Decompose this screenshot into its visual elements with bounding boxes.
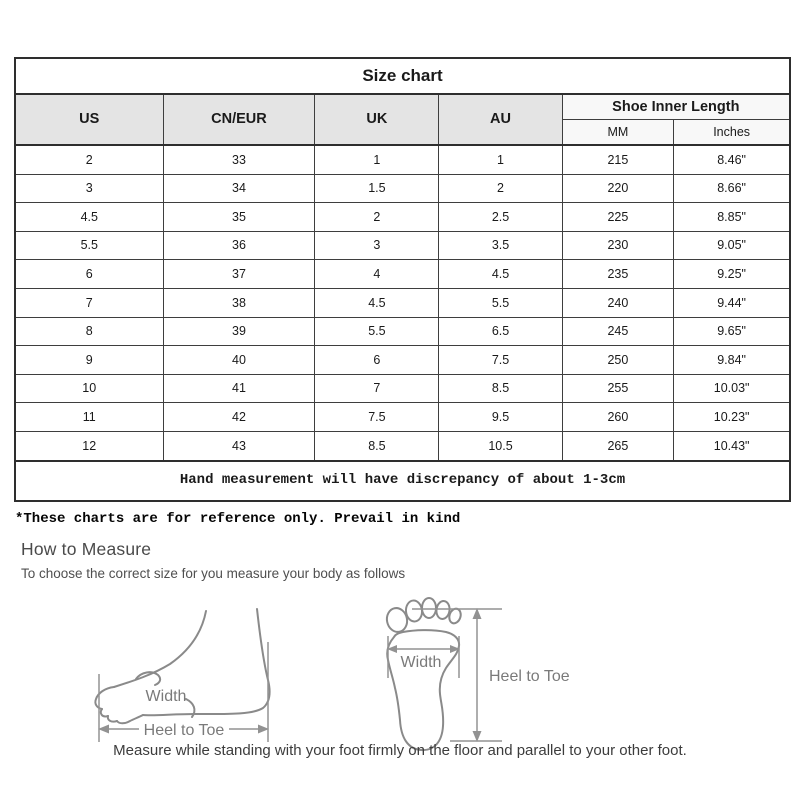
table-cell: 12 — [15, 431, 163, 460]
table-cell: 9.05" — [674, 231, 790, 260]
table-cell: 10.43" — [674, 431, 790, 460]
table-cell: 34 — [163, 174, 315, 203]
table-cell: 3.5 — [439, 231, 562, 260]
reference-note: *These charts are for reference only. Prevail in kind — [15, 511, 461, 527]
table-cell: 7.5 — [315, 403, 439, 432]
table-cell: 2.5 — [439, 203, 562, 232]
table-cell: 245 — [562, 317, 674, 346]
table-cell: 8.85" — [674, 203, 790, 232]
table-footnote-row — [15, 461, 790, 501]
table-cell: 8.5 — [439, 374, 562, 403]
size-chart-table — [14, 57, 791, 502]
table-cell: 6 — [315, 346, 439, 375]
table-cell: 3 — [315, 231, 439, 260]
column-header-cn-eur: CN/EUR — [163, 94, 315, 145]
column-header-us: US — [15, 94, 163, 145]
top-heel-to-toe-label: Heel to Toe — [489, 668, 570, 685]
table-cell: 9.5 — [439, 403, 562, 432]
foot-instep-line — [114, 611, 206, 687]
table-cell: 3 — [15, 174, 163, 203]
table-row — [15, 346, 790, 375]
table-row — [15, 403, 790, 432]
table-cell: 42 — [163, 403, 315, 432]
table-cell: 220 — [562, 174, 674, 203]
table-row — [15, 145, 790, 174]
table-cell: 39 — [163, 317, 315, 346]
table-cell: 1 — [315, 145, 439, 174]
table-title-row — [15, 58, 790, 94]
table-cell: 235 — [562, 260, 674, 289]
footprint-sole-outline — [387, 630, 459, 750]
table-title: Size chart — [15, 58, 790, 94]
table-cell: 43 — [163, 431, 315, 460]
table-cell: 8.5 — [315, 431, 439, 460]
table-cell: 250 — [562, 346, 674, 375]
measure-caption: Measure while standing with your foot firmly on the floor and parallel to your other foot. — [113, 742, 687, 759]
table-cell: 2 — [15, 145, 163, 174]
table-cell: 1.5 — [315, 174, 439, 203]
table-cell: 38 — [163, 288, 315, 317]
table-cell: 215 — [562, 145, 674, 174]
table-cell: 9 — [15, 346, 163, 375]
column-header-mm: MM — [562, 120, 674, 146]
table-cell: 9.25" — [674, 260, 790, 289]
table-cell: 4.5 — [439, 260, 562, 289]
how-to-measure-subtitle: To choose the correct size for you measure your body as follows — [21, 566, 406, 581]
column-header-uk: UK — [315, 94, 439, 145]
table-cell: 9.44" — [674, 288, 790, 317]
top-width-label: Width — [400, 654, 442, 671]
table-cell: 2 — [439, 174, 562, 203]
footprint-illustration — [368, 593, 583, 763]
table-cell: 33 — [163, 145, 315, 174]
table-row — [15, 374, 790, 403]
foot-toe-curl-1 — [101, 709, 108, 716]
table-cell: 10.23" — [674, 403, 790, 432]
table-row — [15, 203, 790, 232]
size-table-body — [15, 145, 790, 461]
table-cell: 5.5 — [315, 317, 439, 346]
table-cell: 225 — [562, 203, 674, 232]
column-header-au: AU — [439, 94, 562, 145]
table-cell: 35 — [163, 203, 315, 232]
table-row — [15, 317, 790, 346]
column-header-shoe-inner-length: Shoe Inner Length — [562, 94, 790, 120]
table-row — [15, 231, 790, 260]
foot-big-toe — [95, 687, 114, 709]
table-cell: 7.5 — [439, 346, 562, 375]
table-cell: 9.84" — [674, 346, 790, 375]
table-cell: 41 — [163, 374, 315, 403]
table-cell: 8.66" — [674, 174, 790, 203]
table-cell: 11 — [15, 403, 163, 432]
table-cell: 240 — [562, 288, 674, 317]
table-cell: 255 — [562, 374, 674, 403]
foot-side-view-illustration — [85, 598, 347, 748]
footprint-top-view-diagram — [368, 593, 583, 763]
table-cell: 4.5 — [15, 203, 163, 232]
table-cell: 10.5 — [439, 431, 562, 460]
table-cell: 40 — [163, 346, 315, 375]
table-row — [15, 260, 790, 289]
foot-toe-curl-2 — [108, 716, 117, 722]
table-cell: 230 — [562, 231, 674, 260]
table-cell: 6.5 — [439, 317, 562, 346]
table-cell: 5.5 — [15, 231, 163, 260]
table-cell: 2 — [315, 203, 439, 232]
table-footnote: Hand measurement will have discrepancy of about 1-3cm — [15, 461, 790, 501]
table-cell: 8.46" — [674, 145, 790, 174]
foot-side-view-diagram — [85, 598, 347, 748]
table-cell: 4 — [315, 260, 439, 289]
table-header-row — [15, 94, 790, 120]
table-cell: 7 — [15, 288, 163, 317]
table-cell: 9.65" — [674, 317, 790, 346]
table-cell: 1 — [439, 145, 562, 174]
how-to-measure-heading: How to Measure — [21, 539, 152, 559]
table-cell: 7 — [315, 374, 439, 403]
table-row — [15, 431, 790, 460]
table-cell: 260 — [562, 403, 674, 432]
table-cell: 5.5 — [439, 288, 562, 317]
table-cell: 6 — [15, 260, 163, 289]
table-cell: 37 — [163, 260, 315, 289]
side-width-label: Width — [145, 688, 187, 705]
table-cell: 4.5 — [315, 288, 439, 317]
side-heel-to-toe-label: Heel to Toe — [143, 722, 225, 739]
table-cell: 10.03" — [674, 374, 790, 403]
table-cell: 36 — [163, 231, 315, 260]
table-cell: 10 — [15, 374, 163, 403]
table-row — [15, 174, 790, 203]
table-cell: 265 — [562, 431, 674, 460]
table-cell: 8 — [15, 317, 163, 346]
toe-3-icon — [422, 598, 436, 618]
column-header-inches: Inches — [674, 120, 790, 146]
table-row — [15, 288, 790, 317]
